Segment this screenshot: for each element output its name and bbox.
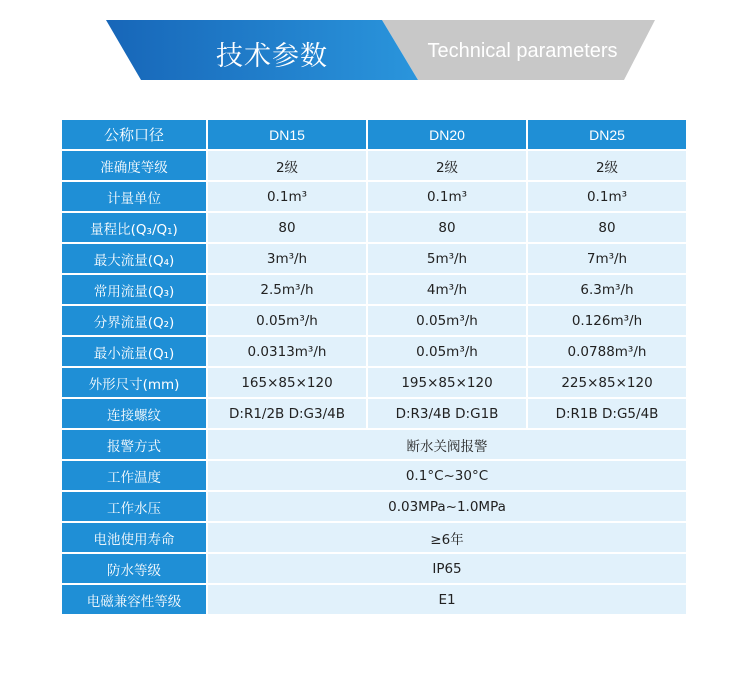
- table-row: [62, 213, 686, 242]
- row-label: 最小流量(Q₁): [62, 337, 206, 366]
- row-label: 工作温度: [62, 461, 206, 490]
- cell: D:R1/2B D:G3/4B: [208, 399, 366, 428]
- cell: 0.05m³/h: [368, 306, 526, 335]
- cell: 0.1m³: [208, 182, 366, 211]
- row-label: 连接螺纹: [62, 399, 206, 428]
- merged-cell: 0.03MPa~1.0MPa: [208, 492, 686, 521]
- cell: 0.0313m³/h: [208, 337, 366, 366]
- header-cell: DN15: [208, 120, 366, 149]
- header-cell: DN25: [528, 120, 686, 149]
- cell: 0.0788m³/h: [528, 337, 686, 366]
- table-row: [62, 244, 686, 273]
- cell: 2级: [208, 151, 366, 180]
- cell: 225×85×120: [528, 368, 686, 397]
- table-row: [62, 306, 686, 335]
- cell: 0.05m³/h: [368, 337, 526, 366]
- row-label: 量程比(Q₃/Q₁): [62, 213, 206, 242]
- cell: 0.1m³: [528, 182, 686, 211]
- header-label: 公称口径: [62, 120, 206, 149]
- page-title: 技术参数: [216, 41, 328, 72]
- table-row: [62, 151, 686, 180]
- cell: 0.05m³/h: [208, 306, 366, 335]
- row-label: 最大流量(Q₄): [62, 244, 206, 273]
- cell: 2级: [528, 151, 686, 180]
- banner-shapes: [0, 0, 752, 90]
- cell: D:R3/4B D:G1B: [368, 399, 526, 428]
- cell: 0.1m³: [368, 182, 526, 211]
- table-row: [62, 554, 686, 583]
- row-label: 计量单位: [62, 182, 206, 211]
- table-row: [62, 523, 686, 552]
- row-label: 外形尺寸(mm): [62, 368, 206, 397]
- cell: D:R1B D:G5/4B: [528, 399, 686, 428]
- row-label: 电磁兼容性等级: [62, 585, 206, 614]
- cell: 80: [528, 213, 686, 242]
- header-cell: DN20: [368, 120, 526, 149]
- cell: 6.3m³/h: [528, 275, 686, 304]
- table-row: [62, 275, 686, 304]
- table-row: [62, 430, 686, 459]
- row-label: 分界流量(Q₂): [62, 306, 206, 335]
- cell: 7m³/h: [528, 244, 686, 273]
- row-label: 报警方式: [62, 430, 206, 459]
- header-banner: [0, 0, 752, 90]
- cell: 4m³/h: [368, 275, 526, 304]
- row-label: 准确度等级: [62, 151, 206, 180]
- table-row: [62, 461, 686, 490]
- cell: 2级: [368, 151, 526, 180]
- cell: 195×85×120: [368, 368, 526, 397]
- cell: 3m³/h: [208, 244, 366, 273]
- merged-cell: 断水关阀报警: [208, 430, 686, 459]
- cell: 165×85×120: [208, 368, 366, 397]
- table-header-row: [62, 120, 686, 149]
- table-row: [62, 368, 686, 397]
- cell: 0.126m³/h: [528, 306, 686, 335]
- merged-cell: IP65: [208, 554, 686, 583]
- merged-cell: ≥6年: [208, 523, 686, 552]
- spec-table: [60, 118, 688, 616]
- table-row: [62, 585, 686, 614]
- cell: 80: [368, 213, 526, 242]
- row-label: 常用流量(Q₃): [62, 275, 206, 304]
- cell: 80: [208, 213, 366, 242]
- table-row: [62, 492, 686, 521]
- row-label: 工作水压: [62, 492, 206, 521]
- merged-cell: E1: [208, 585, 686, 614]
- cell: 5m³/h: [368, 244, 526, 273]
- merged-cell: 0.1°C~30°C: [208, 461, 686, 490]
- table-row: [62, 337, 686, 366]
- cell: 2.5m³/h: [208, 275, 366, 304]
- table-row: [62, 399, 686, 428]
- row-label: 电池使用寿命: [62, 523, 206, 552]
- page-subtitle: Technical parameters: [427, 40, 618, 62]
- row-label: 防水等级: [62, 554, 206, 583]
- table-row: [62, 182, 686, 211]
